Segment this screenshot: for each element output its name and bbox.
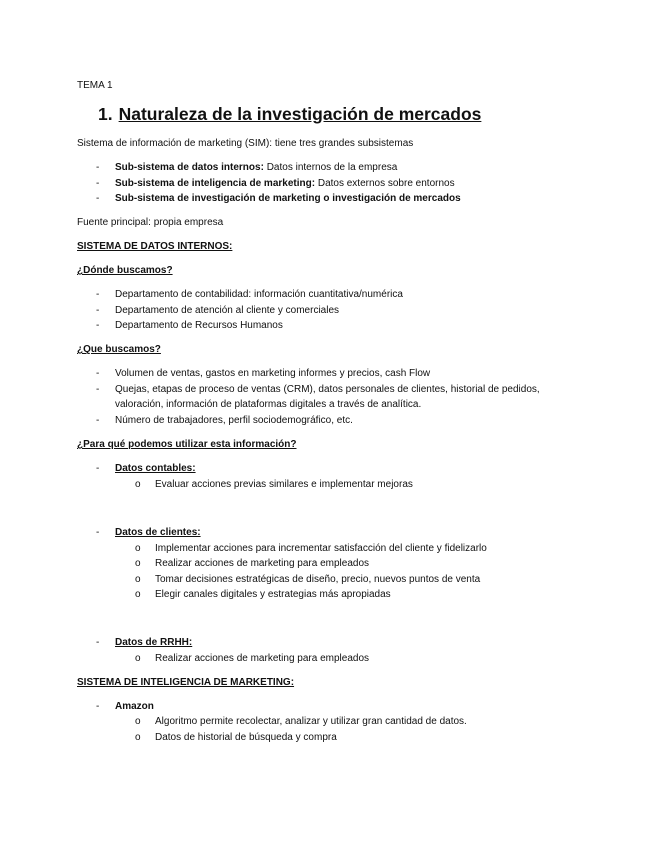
list-item: Volumen de ventas, gastos en marketing informes y precios, cash Flow: [115, 368, 431, 379]
section-heading-internos: SISTEMA DE DATOS INTERNOS:: [77, 241, 233, 252]
dash-bullet: -: [96, 463, 100, 474]
list-item-continuation: valoración, información de plataformas digitales a través de analítica.: [115, 399, 422, 410]
fuente-text: Fuente principal: propia empresa: [77, 217, 224, 228]
subsystem-item: [115, 192, 461, 205]
list-item: Departamento de atención al cliente y comerciales: [115, 305, 340, 316]
sub-list-item: Realizar acciones de marketing para empleados: [155, 653, 370, 664]
circle-bullet: o: [135, 558, 141, 569]
list-item: Departamento de contabilidad: información cuantitativa/numérica: [115, 289, 403, 300]
sub-list-item: Realizar acciones de marketing para empleados: [155, 558, 370, 569]
group-label-clientes: Datos de clientes:: [115, 527, 201, 538]
dash-bullet: -: [96, 305, 100, 316]
sub-list-item: Implementar acciones para incrementar satisfacción del cliente y fidelizarlo: [155, 543, 487, 554]
dash-bullet: -: [96, 178, 100, 189]
list-item: Departamento de Recursos Humanos: [115, 320, 283, 331]
sub-list-item: Tomar decisiones estratégicas de diseño, precio, nuevos puntos de venta: [155, 574, 481, 585]
section-heading-inteligencia: SISTEMA DE INTELIGENCIA DE MARKETING:: [77, 677, 295, 688]
dash-bullet: -: [96, 527, 100, 538]
circle-bullet: o: [135, 653, 141, 664]
dash-bullet: -: [96, 415, 100, 426]
circle-bullet: o: [135, 716, 141, 727]
subsystem-desc: Datos externos sobre entornos: [315, 178, 455, 189]
tema-label: TEMA 1: [77, 80, 113, 91]
subsystem-name: Sub-sistema de inteligencia de marketing:: [115, 178, 316, 189]
subsystem-item: [115, 161, 397, 174]
sub-list-item: Evaluar acciones previas similares e implementar mejoras: [155, 479, 413, 490]
subsystem-desc: Datos internos de la empresa: [263, 162, 398, 173]
circle-bullet: o: [135, 479, 141, 490]
title-number: 1.: [98, 104, 113, 124]
group-label-contables: Datos contables:: [115, 463, 196, 474]
dash-bullet: -: [96, 701, 100, 712]
circle-bullet: o: [135, 543, 141, 554]
sub-list-item: Datos de historial de búsqueda y compra: [155, 732, 337, 743]
group-label-amazon: Amazon: [115, 701, 154, 712]
dash-bullet: -: [96, 289, 100, 300]
dash-bullet: -: [96, 162, 100, 173]
page-title: [98, 103, 481, 125]
sub-list-item: Elegir canales digitales y estrategias más apropiadas: [155, 589, 391, 600]
subheading-que: ¿Que buscamos?: [77, 344, 161, 355]
subsystem-name: Sub-sistema de investigación de marketing o investigación de mercados: [115, 193, 461, 204]
list-item: Número de trabajadores, perfil sociodemográfico, etc.: [115, 415, 353, 426]
dash-bullet: -: [96, 320, 100, 331]
intro-text: Sistema de información de marketing (SIM): tiene tres grandes subsistemas: [77, 138, 414, 149]
subheading-donde: ¿Dónde buscamos?: [77, 265, 173, 276]
subheading-para: ¿Para qué podemos utilizar esta información?: [77, 439, 297, 450]
circle-bullet: o: [135, 589, 141, 600]
circle-bullet: o: [135, 574, 141, 585]
circle-bullet: o: [135, 732, 141, 743]
title-text: Naturaleza de la investigación de mercados: [118, 104, 482, 124]
sub-list-item: Algoritmo permite recolectar, analizar y utilizar gran cantidad de datos.: [155, 716, 467, 727]
dash-bullet: -: [96, 637, 100, 648]
group-label-rrhh: Datos de RRHH:: [115, 637, 193, 648]
list-item: Quejas, etapas de proceso de ventas (CRM), datos personales de clientes, historial de pedidos,: [115, 384, 540, 395]
subsystem-name: Sub-sistema de datos internos:: [115, 162, 264, 173]
dash-bullet: -: [96, 368, 100, 379]
subsystem-item: [115, 177, 455, 190]
dash-bullet: -: [96, 384, 100, 395]
dash-bullet: -: [96, 193, 100, 204]
